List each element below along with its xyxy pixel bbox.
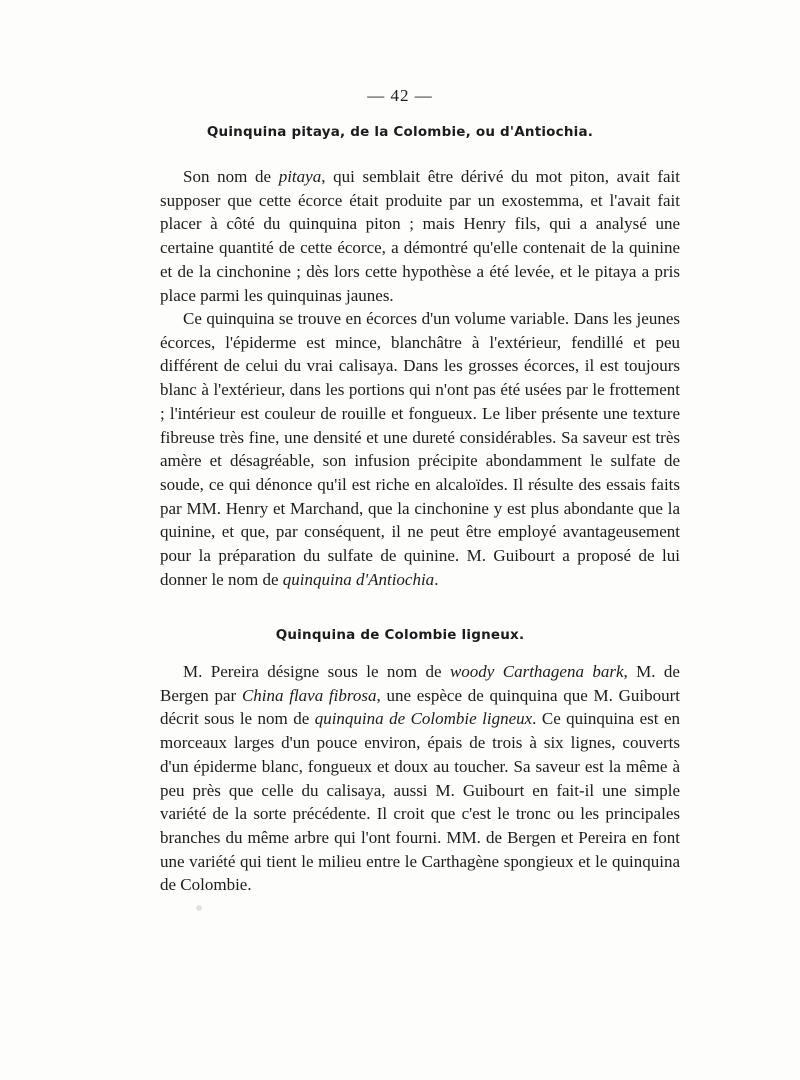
text-run: , qui semblait être dérivé du mot piton, avait fait supposer que cette écorce était produite par un exostemma, et l'avait fait placer à côté du quinquina piton ; mais Henry fils, qui a analysé une certaine quantité de cette écorce, a démontré qu'elle contenait de la quinine et de la cinchonine ; dès lors cette hypothèse a été levée, et le pitaya a pris place parmi les quinquinas jaunes. xyxy=(160,167,680,305)
text-run: M. Pereira désigne sous le nom de xyxy=(183,662,450,681)
text-run: Ce quinquina se trouve en écorces d'un volume variable. Dans les jeunes écorces, l'épiderme est mince, blanchâtre à l'extérieur, fendillé et peu différent de celui du vrai calisaya. Dans les grosses écorces, il est toujours blanc à l'extérieur, dans les portions qui n'ont pas été usées par le frottement ; l'intérieur est couleur de rouille et fongueux. Le liber présente une texture fibreuse très fine, une densité et une dureté considérables. Sa saveur est très amère et désagréable, son infusion précipite abondamment le sulfate de soude, ce qui dénonce qu'il est riche en alcaloïdes. Il résulte des essais faits par MM. Henry et Marchand, que la cinchonine y est plus abondante que la quinine, et que, par conséquent, il ne peut être employé avantageusement pour la préparation du sulfate de quinine. M. Guibourt a proposé de lui donner le nom de xyxy=(160,309,680,589)
text-run: , M. de Bergen par xyxy=(160,662,680,705)
paragraph-text xyxy=(160,165,680,307)
text-run: Son nom de xyxy=(183,167,279,186)
text-run: , une espèce de quinquina que M. Guibourt décrit sous le nom de xyxy=(160,685,680,729)
paragraph-pitaya-origin xyxy=(160,165,680,307)
section-heading-pitaya: Quinquina pitaya, de la Colombie, ou d'Antiochia. xyxy=(206,124,594,140)
page-number: — 42 — xyxy=(367,86,433,105)
text-run: . Ce quinquina est en morceaux larges d'un pouce environ, épais de trois à six lignes, couverts d'un épiderme blanc, fongueux et doux au toucher. Sa saveur est la même à peu près que celle du calisaya, aussi M. Guibourt en fait-il une simple variété de la sorte précédente. Il croit que c'est le tronc ou les principales branches du même arbre qui l'ont fourni. MM. de Bergen et Pereira en font une variété qui tient le milieu entre le Carthagène spongieux et le quinquina de Colombie. xyxy=(160,709,680,895)
section-heading-colombie-ligneux: Quinquina de Colombie ligneux. xyxy=(275,627,525,643)
italic-text: quinquina de Colombie ligneux xyxy=(314,709,533,729)
paragraph-text xyxy=(160,307,680,591)
paragraph-pitaya-description xyxy=(160,307,680,591)
italic-text: pitaya xyxy=(278,167,322,186)
italic-text: China flava fibrosa xyxy=(241,685,377,705)
italic-text: quinquina d'Antiochia xyxy=(282,569,435,589)
paragraph-colombie-ligneux xyxy=(160,660,680,897)
text-run: . xyxy=(434,569,439,589)
italic-text: woody Carthagena bark xyxy=(449,662,624,681)
paragraph-text xyxy=(160,660,680,897)
ink-spot xyxy=(196,905,202,911)
